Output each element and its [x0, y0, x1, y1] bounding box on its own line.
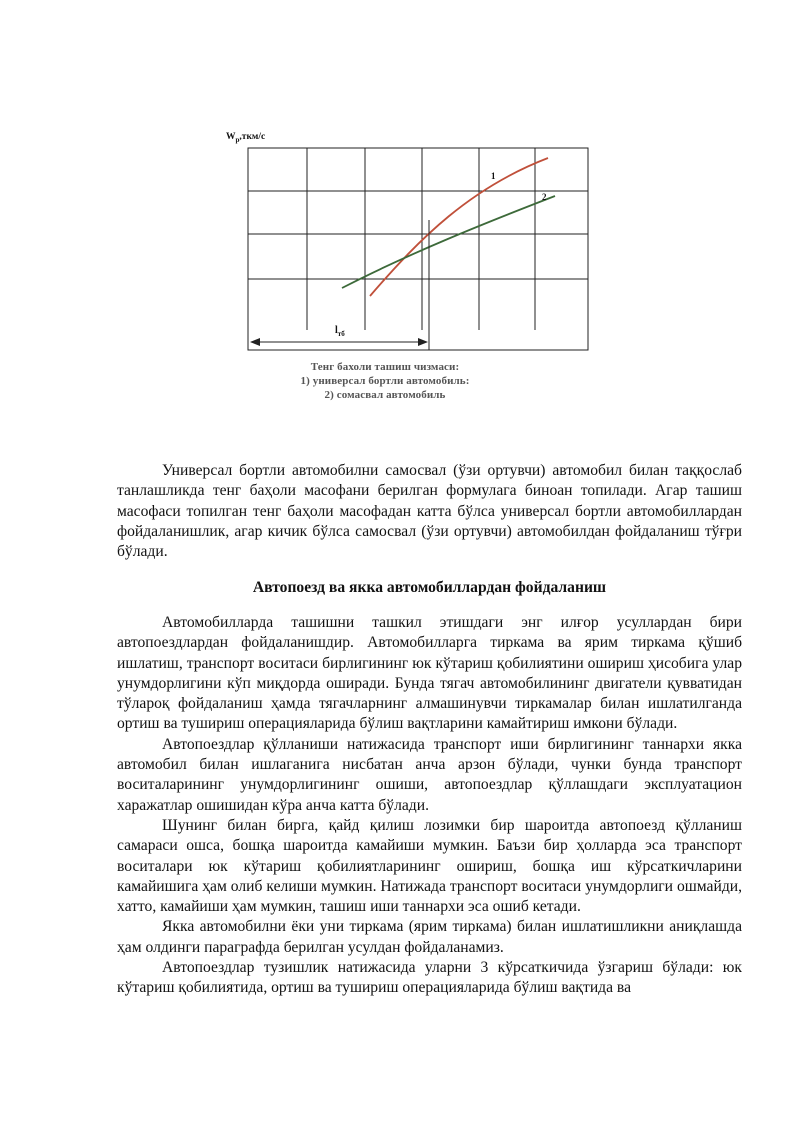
y-axis-label: $W_p,ткм/с$: [226, 132, 266, 144]
paragraph: Автомобилларда ташишни ташкил этишдаги энг илғор усуллардан бири автопоездлардан фойдаланишдир. Автомобилларга тиркама ва ярим тиркама қўшиб ишлатиш, транспорт воситаси бирлигининг юк кўтариш қобилиятини ошириш ҳисобига улар унумдорлигини кўп миқдорда оширади. Бунда тягач автомобилининг двигатели қувватидан тўлароқ фойдаланиш ҳамда тягачларнинг алмашинувчи тиркамалар билан ишлатилганда ортиш ва тушириш операцияларида бўлиш вақтларини камайтириш имкони бўлади.: [117, 614, 742, 733]
paragraph: Автопоездлар тузишлик натижасида уларни 3 кўрсаткичида ўзгариш бўлади: юк кўтариш қобилиятида, ортиш ва тушириш операцияларида бўлиш вақтида ва: [117, 959, 742, 997]
intro-paragraph-block: [117, 461, 742, 562]
curve-2-line: [342, 196, 555, 288]
body-text: [117, 613, 742, 999]
caption-line: Тенг бахоли ташиш чизмаси:: [310, 361, 460, 373]
grid-lines: [248, 148, 588, 350]
paragraph: Якка автомобилни ёки уни тиркама (ярим тиркама) билан ишлатишликни аниқлашда ҳам олдинги параграфда берилган усулдан фойдаланамиз.: [117, 918, 742, 956]
curve-1-label: 1: [491, 171, 496, 181]
distance-label: $l_{тб}$: [335, 325, 345, 338]
section-heading: Автопоезд ва якка автомобиллардан фойдаланиш: [252, 579, 607, 596]
caption-line: 2) сомасвал автомобиль: [324, 389, 446, 401]
paragraph: Универсал бортли автомобилни самосвал (ўзи ортувчи) автомобил билан таққослаб танлашликда тенг баҳоли масофани берилган формулага биноан топилади. Агар ташиш масофаси топилган тенг баҳоли масофадан катта бўлса универсал бортли автомобиллардан фойдаланишлик, агар кичик бўлса самосвал (ўзи ортувчи) автомобилдан фойдаланиш тўғри бўлади.: [117, 462, 742, 561]
arrow-right-head: [418, 338, 428, 346]
arrow-left-head: [250, 338, 260, 346]
paragraph: Автопоездлар қўлланиши натижасида транспорт иши бирлигининг таннархи якка автомобил билан ишлаганига нисбатан анча арзон бўлади, чунки бунда транспорт воситаларининг унумдорлигининг ошиши, автопоездлар қўллашдаги эксплуатацион харажатлар ошишидан кўра анча катта бўлади.: [117, 735, 742, 814]
curve-2-label: 2: [542, 192, 547, 202]
caption-line: 1) универсал бортли автомобиль:: [300, 375, 470, 387]
equal-value-chart: [220, 128, 600, 410]
paragraph: Шунинг билан бирга, қайд қилиш лозимки бир шароитда автопоезд қўлланиш самараси ошса, бошқа шароитда камайиши мумкин. Баъзи бир ҳолларда эса транспорт воситалари юк кўтариш қобилиятларининг ошириш, бошқа иш кўрсаткичларини камайишига ҳам олиб келиши мумкин. Натижада транспорт воситаси унумдорлиги ошмайди, хатто, камайиши ҳам мумкин, ташиш иши таннархи эса ошиб кетади.: [117, 816, 742, 916]
curve-1-line: [370, 158, 548, 296]
